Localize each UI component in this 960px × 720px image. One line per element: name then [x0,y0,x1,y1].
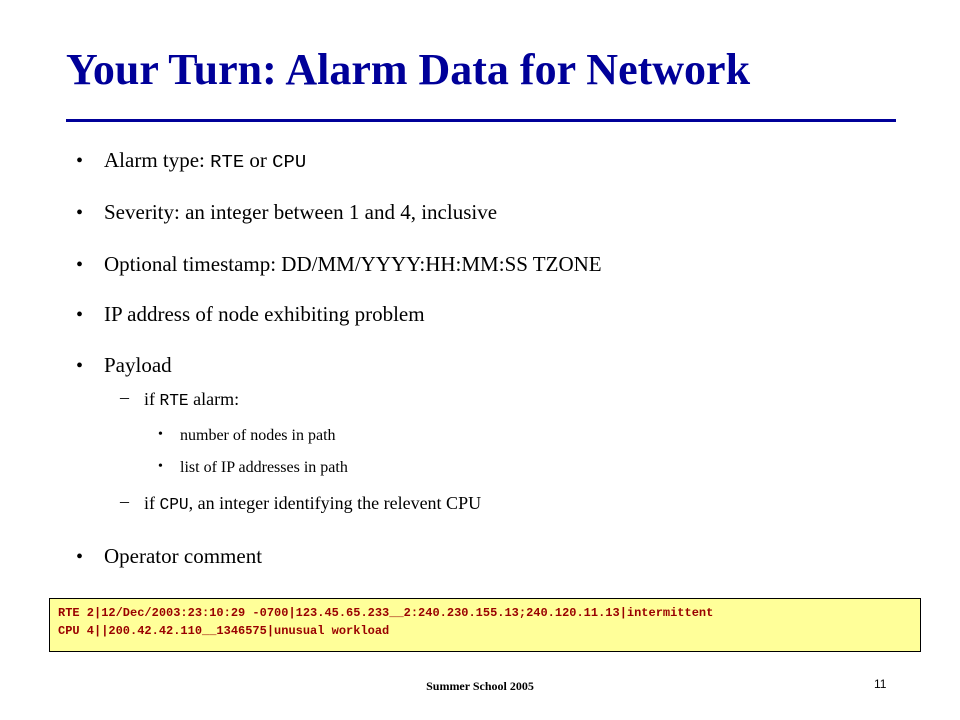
bullet-dot-icon: • [76,254,84,276]
rte-item-text: list of IP addresses in path [180,459,348,476]
subbullet-payload-cpu [120,491,482,514]
bullet-dot-icon: • [76,355,84,377]
code-line-cpu: CPU 4||200.42.42.110__1346575|unusual workload [58,624,390,638]
bullet-dot-icon: • [76,150,84,172]
payload-rte-prefix: if [144,389,160,409]
bullet-ip-address [76,302,425,327]
ip-address-text: IP address of node exhibiting problem [104,302,425,326]
code-line-rte: RTE 2|12/Dec/2003:23:10:29 -0700|123.45.65.233__2:240.230.155.13;240.120.11.13|intermittent [58,606,714,620]
rte-item [158,427,336,445]
bullet-dot-icon: • [76,304,84,326]
bullet-payload [76,353,172,378]
dash-icon: – [120,491,129,511]
payload-cpu-suffix: , an integer identifying the relevent CPU [188,493,482,513]
severity-text: Severity: an integer between 1 and 4, inclusive [104,200,498,224]
alarm-type-or: or [244,148,273,172]
alarm-type-cpu: CPU [272,151,307,173]
operator-comment-text: Operator comment [104,544,263,568]
bullet-dot-icon: • [158,427,163,442]
bullet-dot-icon: • [76,546,84,568]
bullet-operator-comment [76,544,263,569]
page-number: 11 [874,677,887,691]
payload-cpu-code: CPU [159,496,189,514]
dash-icon: – [120,387,129,407]
bullet-dot-icon: • [158,459,163,474]
footer-text: Summer School 2005 [426,679,534,693]
alarm-type-rte: RTE [210,151,245,173]
timestamp-text: Optional timestamp: DD/MM/YYYY:HH:MM:SS TZONE [104,252,602,276]
title-underline [66,119,896,122]
rte-item-text: number of nodes in path [180,427,336,444]
subbullet-payload-rte [120,387,240,410]
slide-title: Your Turn: Alarm Data for Network [66,45,751,94]
rte-item [158,459,348,477]
bullet-dot-icon: • [76,202,84,224]
bullet-severity [76,200,498,225]
payload-rte-suffix: alarm: [188,389,240,409]
payload-cpu-prefix: if [144,493,160,513]
payload-text: Payload [104,353,172,377]
alarm-type-label: Alarm type: [104,148,211,172]
payload-rte-code: RTE [159,392,189,410]
code-example-box [49,598,921,652]
bullet-alarm-type [76,148,307,173]
bullet-timestamp [76,252,602,277]
